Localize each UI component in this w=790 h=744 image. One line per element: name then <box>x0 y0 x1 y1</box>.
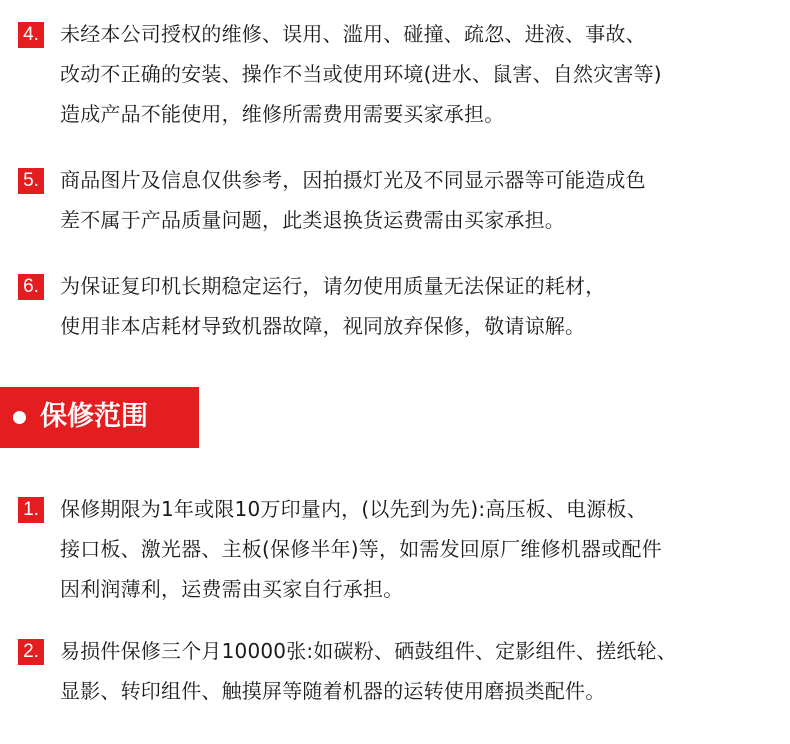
item-number-badge: 5. <box>18 168 44 194</box>
bullet-dot-icon <box>13 411 26 424</box>
section-title: 保修范围 <box>40 401 148 432</box>
item-number-badge: 2. <box>18 639 44 665</box>
item-text-line: 显影、转印组件、触摸屏等随着机器的运转使用磨损类配件。 <box>60 679 606 703</box>
item-text-line: 商品图片及信息仅供参考，因拍摄灯光及不同显示器等可能造成色 <box>60 168 646 192</box>
item-text-line: 为保证复印机长期稳定运行，请勿使用质量无法保证的耗材， <box>60 274 606 298</box>
section-header <box>0 387 199 448</box>
item-text-line: 未经本公司授权的维修、误用、滥用、碰撞、疏忽、进液、事故、 <box>60 22 646 46</box>
item-text-line: 接口板、激光器、主板(保修半年)等，如需发回原厂维修机器或配件 <box>60 537 662 561</box>
item-text-line: 保修期限为1年或限10万印量内，(以先到为先):高压板、电源板、 <box>60 497 647 521</box>
item-text-line: 易损件保修三个月10000张:如碳粉、硒鼓组件、定影组件、搓纸轮、 <box>60 639 677 663</box>
item-text-line: 使用非本店耗材导致机器故障，视同放弃保修，敬请谅解。 <box>60 314 586 338</box>
item-number-badge: 6. <box>18 274 44 300</box>
item-text-line: 改动不正确的安装、操作不当或使用环境(进水、鼠害、自然灾害等) <box>60 62 662 86</box>
item-text-line: 造成产品不能使用，维修所需费用需要买家承担。 <box>60 102 505 126</box>
item-text-line: 差不属于产品质量问题，此类退换货运费需由买家承担。 <box>60 208 565 232</box>
item-text-line: 因利润薄利，运费需由买家自行承担。 <box>60 577 404 601</box>
item-number-badge: 1. <box>18 497 44 523</box>
item-number-badge: 4. <box>18 22 44 48</box>
